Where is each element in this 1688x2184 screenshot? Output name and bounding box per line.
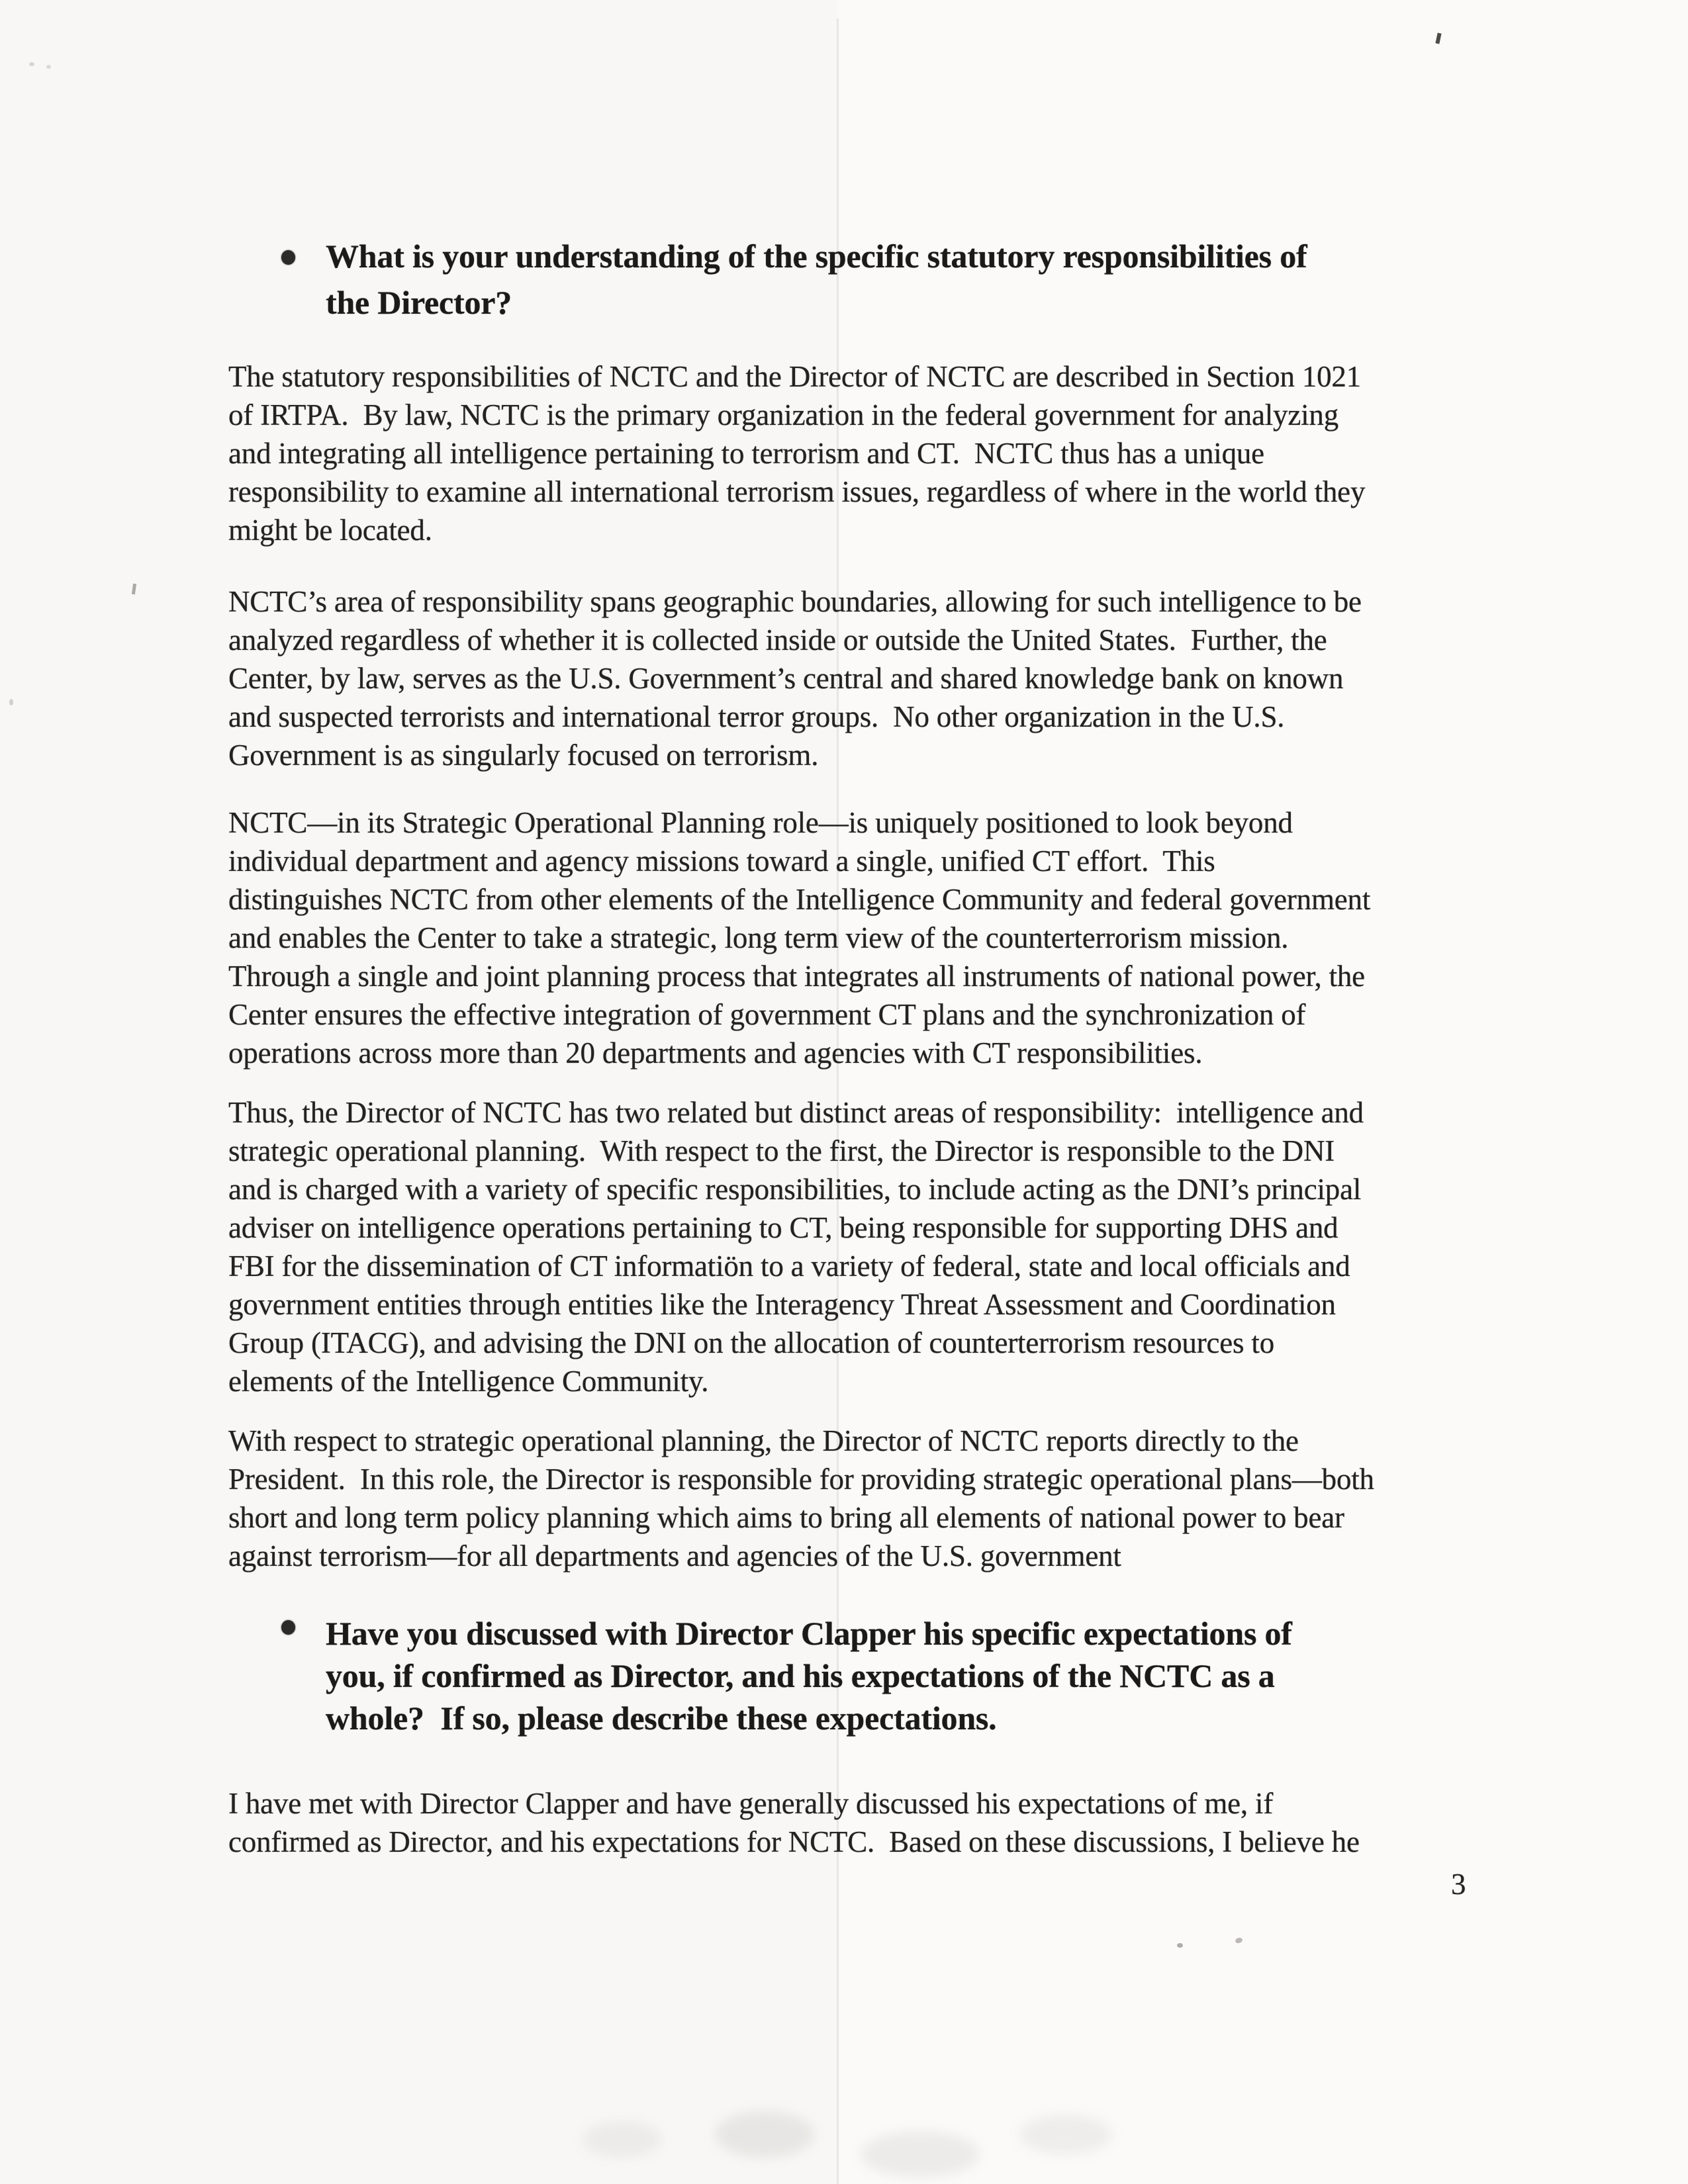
text-line: and suspected terrorists and international terror groups. No other organization in the U.S. [228,700,1285,733]
text-line: might be located. [228,514,432,547]
text-line: FBI for the dissemination of CT informatiön to a variety of federal, state and local officials and [228,1250,1350,1283]
scan-speck [1177,1943,1183,1948]
bullet-icon [281,250,295,265]
question-bullet-2 [326,1612,1292,1739]
text-line: and is charged with a variety of specific responsibilities, to include acting as the DNI’s principal [228,1173,1362,1206]
text-line: NCTC’s area of responsibility spans geographic boundaries, allowing for such intelligence to be [228,585,1362,618]
text-line: responsibility to examine all international terrorism issues, regardless of where in the world they [228,475,1366,508]
text-line: individual department and agency missions toward a single, unified CT effort. This [228,844,1215,878]
text-line: government entities through entities like the Interagency Threat Assessment and Coordination [228,1288,1336,1321]
text-line: and integrating all intelligence pertaining to terrorism and CT. NCTC thus has a unique [228,437,1264,470]
paragraph-area-of-responsibility [228,582,1362,774]
text-line: adviser on intelligence operations pertaining to CT, being responsible for supporting DHS and [228,1211,1338,1244]
scan-speck [1235,1936,1243,1944]
paragraph-two-areas-of-responsibility [228,1093,1364,1400]
paragraph-reports-to-president [228,1422,1374,1575]
paragraph-statutory-responsibilities [228,357,1365,549]
text-line: I have met with Director Clapper and have generally discussed his expectations of me, if [228,1787,1274,1820]
scan-smudge [1019,2115,1112,2154]
text-line: of IRTPA. By law, NCTC is the primary organization in the federal government for analyzing [228,398,1339,432]
text-line: With respect to strategic operational planning, the Director of NCTC reports directly to the [228,1424,1299,1457]
text-line: against terrorism—for all departments and agencies of the U.S. government [228,1539,1121,1572]
text-line: the Director? [326,284,512,321]
bullet-icon [281,1620,295,1635]
text-line: The statutory responsibilities of NCTC and the Director of NCTC are described in Section 1021 [228,360,1362,393]
scan-smudge [583,2121,662,2158]
text-line: you, if confirmed as Director, and his expectations of the NCTC as a [326,1657,1275,1694]
text-line: What is your understanding of the specific statutory responsibilities of [326,238,1307,275]
paragraph-met-with-clapper [228,1784,1360,1861]
text-line: short and long term policy planning which aims to bring all elements of national power to bear [228,1501,1344,1534]
scan-speck [132,584,136,595]
paragraph-strategic-operational-planning-role [228,803,1370,1072]
scan-speck [9,699,13,705]
text-line: Center ensures the effective integration of government CT plans and the synchronization of [228,998,1306,1031]
text-line: NCTC—in its Strategic Operational Planning role—is uniquely positioned to look beyond [228,806,1293,839]
page-number: 3 [1451,1868,1466,1901]
text-line: whole? If so, please describe these expectations. [326,1700,997,1737]
text-line: President. In this role, the Director is responsible for providing strategic operational plans—both [228,1463,1374,1496]
question-bullet-1 [326,233,1307,326]
text-line: analyzed regardless of whether it is collected inside or outside the United States. Further, the [228,623,1327,657]
text-line: and enables the Center to take a strategic, long term view of the counterterrorism mission. [228,921,1289,954]
scan-smudge [715,2111,814,2158]
text-line: Through a single and joint planning process that integrates all instruments of national power, the [228,960,1365,993]
text-line: elements of the Intelligence Community. [228,1365,709,1398]
scan-speck [46,65,51,69]
text-line: Center, by law, serves as the U.S. Government’s central and shared knowledge bank on known [228,662,1344,695]
text-line: confirmed as Director, and his expectations for NCTC. Based on these discussions, I believe he [228,1825,1360,1858]
scan-smudge [861,2131,980,2177]
text-line: operations across more than 20 departments and agencies with CT responsibilities. [228,1036,1203,1069]
text-line: Government is as singularly focused on terrorism. [228,739,819,772]
text-line: strategic operational planning. With respect to the first, the Director is responsible to the DNI [228,1134,1335,1167]
scan-speck [29,62,34,66]
text-line: distinguishes NCTC from other elements of the Intelligence Community and federal government [228,883,1371,916]
text-line: Group (ITACG), and advising the DNI on the allocation of counterterrorism resources to [228,1326,1274,1359]
scan-speck [1435,33,1441,44]
text-line: Thus, the Director of NCTC has two related but distinct areas of responsibility: intelligence and [228,1096,1364,1129]
text-line: Have you discussed with Director Clapper his specific expectations of [326,1615,1292,1652]
